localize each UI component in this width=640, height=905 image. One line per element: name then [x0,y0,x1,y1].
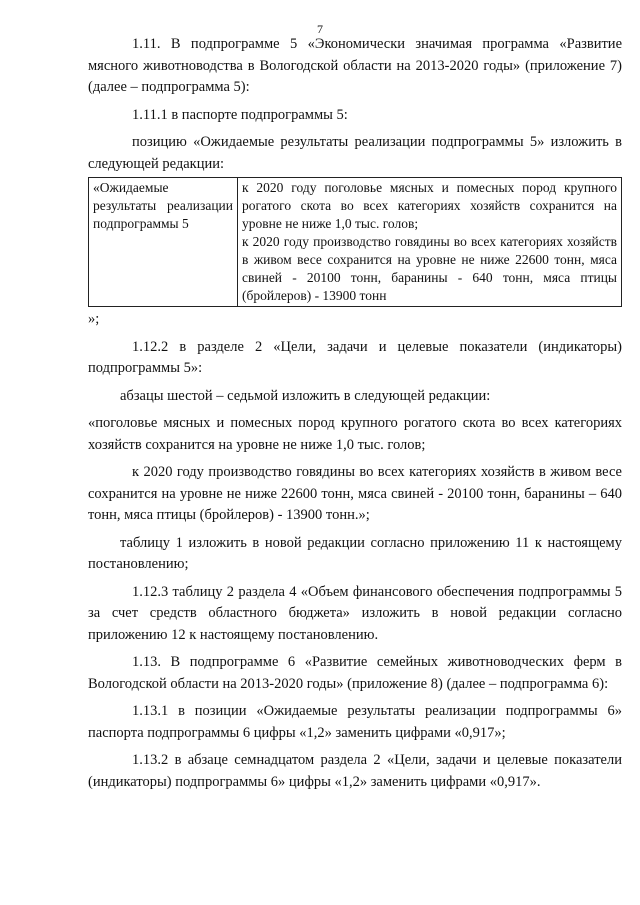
paragraph-1-11-1: 1.11.1 в паспорте подпрограммы 5: [132,106,348,123]
paragraph-table-1: таблицу 1 изложить в новой редакции согласно приложению 11 к настоящему постановлению; [88,534,622,572]
expected-results-table [88,177,622,307]
paragraph-quote-2: к 2020 году производство говядины во всех категориях хозяйств в живом весе сохранится на уровне не ниже 22600 тонн, мяса свиней - 20100 тонн, баранины – 640 тонн, мяса птицы (бройлеров) - 13900 тонн.»; [88,464,622,523]
page-number: 7 [317,22,323,36]
paragraph-1-12-3: 1.12.3 таблицу 2 раздела 4 «Объем финансового обеспечения подпрограммы 5 за счет средств областного бюджета» изложить в новой редакции согласно приложению 12 к настоящему постановлению. [88,583,622,643]
paragraph-position: позицию «Ожидаемые результаты реализации подпрограммы 5» изложить в следующей редакции: [88,134,622,172]
table-cell-label: «Ожидаемые результаты реализации подпрограммы 5 [89,178,238,307]
paragraph-quote-1: «поголовье мясных и помесных пород крупного рогатого скота во всех категориях хозяйств сохранится на уровне не ниже 1,0 тыс. голов; [88,415,622,453]
paragraph-1-11: 1.11. В подпрограмме 5 «Экономически значимая программа «Развитие мясного животноводства в Вологодской области на 2013-2020 годы» (приложение 7) (далее – подпрограмма 5): [88,36,622,95]
table-value-line-1: к 2020 году поголовье мясных и помесных пород крупного рогатого скота во всех категориях хозяйств сохранится на уровне не ниже 1,0 тыс. голов; [242,180,617,231]
table-closing-quote: »; [88,311,100,327]
paragraph-1-12-2: 1.12.2 в разделе 2 «Цели, задачи и целевые показатели (индикаторы) подпрограммы 5»: [88,338,622,376]
paragraph-1-13-2: 1.13.2 в абзаце семнадцатом раздела 2 «Цели, задачи и целевые показатели (индикаторы) подпрограммы 6» цифры «1,2» заменить цифрами «0,917». [88,752,622,790]
table-value-line-2: к 2020 году производство говядины во всех категориях хозяйств в живом весе сохранится на уровне не ниже 22600 тонн, мяса свиней - 20100 тонн, баранины - 640 тонн, мяса птицы (бройлеров) - 13900 тонн [242,234,617,303]
paragraph-abzacy: абзацы шестой – седьмой изложить в следующей редакции: [120,387,491,404]
paragraph-1-13-1: 1.13.1 в позиции «Ожидаемые результаты реализации подпрограммы 6» паспорта подпрограммы 6 цифры «1,2» заменить цифрами «0,917»; [88,703,622,741]
table-cell-value [238,178,622,307]
paragraph-1-13: 1.13. В подпрограмме 6 «Развитие семейных животноводческих ферм в Вологодской области на 2013-2020 годы» (приложение 8) (далее – подпрограмма 6): [88,654,622,692]
document-body [88,34,622,793]
table-row [89,178,622,307]
